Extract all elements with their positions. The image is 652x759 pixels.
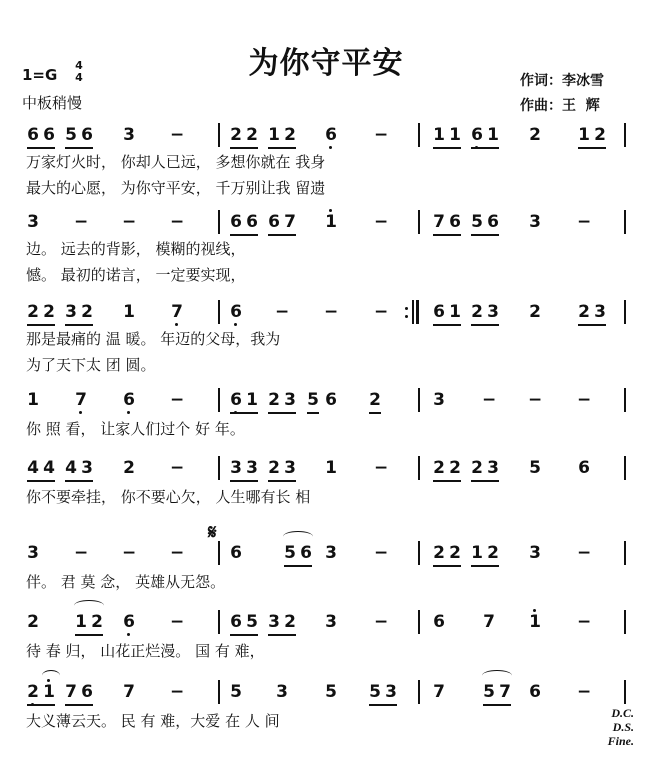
jianpu-note: 6 xyxy=(43,125,55,145)
jianpu-note: 4 xyxy=(27,458,39,478)
lyric-line: 边。 远去的背影， 模糊的视线， xyxy=(26,240,246,258)
eighth-beam xyxy=(471,324,499,326)
jianpu-note: 5 xyxy=(483,682,495,702)
octave-dot-below xyxy=(79,411,82,414)
dash-note: − xyxy=(374,458,389,478)
composer-credit: 作曲：王 辉 xyxy=(520,98,600,114)
lyric-line: 待 春 归， 山花正烂漫。 国 有 难， xyxy=(26,642,265,660)
dash-note: − xyxy=(170,682,185,702)
jianpu-note: 5 xyxy=(529,458,541,478)
jianpu-note: 1 xyxy=(449,125,461,145)
jianpu-note: 6 xyxy=(324,125,338,145)
eighth-beam xyxy=(307,412,319,414)
eighth-beam xyxy=(471,147,499,149)
bar-line xyxy=(624,456,626,480)
dash-note: − xyxy=(577,390,592,410)
jianpu-note: 1 xyxy=(449,302,461,322)
dash-note: − xyxy=(275,302,290,322)
dash-note: − xyxy=(122,543,137,563)
jianpu-note: 3 xyxy=(529,543,541,563)
jianpu-note: 3 xyxy=(123,125,135,145)
jianpu-note: 6 xyxy=(487,212,499,232)
jianpu-note: 2 xyxy=(578,302,590,322)
slur xyxy=(482,670,512,681)
jianpu-note: 6 xyxy=(81,125,93,145)
jianpu-note: 6 xyxy=(81,682,93,702)
jianpu-note: 6 xyxy=(433,302,445,322)
eighth-beam xyxy=(433,147,461,149)
jianpu-note: 2 xyxy=(27,612,39,632)
jianpu-note: 1 xyxy=(487,125,499,145)
eighth-beam xyxy=(433,324,461,326)
jianpu-note: 2 xyxy=(123,458,135,478)
jianpu-note: 7 xyxy=(433,212,445,232)
jianpu-note: 7 xyxy=(433,682,445,702)
eighth-beam xyxy=(230,412,258,414)
eighth-beam xyxy=(268,412,296,414)
bar-line xyxy=(218,680,220,704)
eighth-beam xyxy=(27,324,55,326)
dash-note: − xyxy=(374,543,389,563)
jianpu-note: 6 xyxy=(122,390,136,410)
lyric-line: 万家灯火时， 你却人已远， 多想你就在 我身 xyxy=(26,153,326,171)
segno-sign: 𝄋 xyxy=(208,520,217,544)
dash-note: − xyxy=(577,612,592,632)
repeat-bar xyxy=(412,300,414,324)
dash-note: − xyxy=(374,302,389,322)
lyric-line: 最大的心愿， 为你守平安， 千万别让我 留遗 xyxy=(26,179,326,197)
jianpu-note: 6 xyxy=(122,612,136,632)
jianpu-note: 6 xyxy=(578,458,590,478)
bar-line xyxy=(418,680,420,704)
octave-dot-below xyxy=(329,146,332,149)
jianpu-note: 2 xyxy=(529,302,541,322)
jianpu-note: 2 xyxy=(246,125,258,145)
dash-note: − xyxy=(170,458,185,478)
jianpu-note: 1 xyxy=(123,302,135,322)
jianpu-note: 1 xyxy=(471,543,483,563)
bar-line xyxy=(218,123,220,147)
jianpu-note: 1 xyxy=(27,390,39,410)
eighth-beam xyxy=(483,704,511,706)
time-signature xyxy=(72,60,86,84)
jianpu-note: 2 xyxy=(433,543,445,563)
jianpu-note: 2 xyxy=(471,302,483,322)
bar-line xyxy=(624,541,626,565)
repeat-dot xyxy=(405,315,408,318)
dash-note: − xyxy=(482,390,497,410)
octave-dot-above xyxy=(329,209,332,212)
jianpu-note: 3 xyxy=(246,458,258,478)
jianpu-note: 3 xyxy=(529,212,541,232)
jianpu-note: 2 xyxy=(81,302,93,322)
bar-line xyxy=(418,610,420,634)
jianpu-note: 1 xyxy=(75,612,87,632)
jianpu-note: 1 xyxy=(246,390,258,410)
jianpu-note: 2 xyxy=(27,302,39,322)
bar-line xyxy=(218,456,220,480)
eighth-beam xyxy=(268,147,296,149)
jianpu-note: 3 xyxy=(27,543,39,563)
repeat-dot xyxy=(405,307,408,310)
eighth-beam xyxy=(230,480,258,482)
jianpu-note: 3 xyxy=(230,458,242,478)
jianpu-note: 3 xyxy=(385,682,397,702)
jianpu-note: 6 xyxy=(529,682,541,702)
lyricist-credit: 作词：李冰雪 xyxy=(520,73,604,89)
jianpu-note: 5 xyxy=(369,682,381,702)
jianpu-note: 6 xyxy=(449,212,461,232)
bar-line xyxy=(218,210,220,234)
jianpu-note: 5 xyxy=(246,612,258,632)
octave-dot-below xyxy=(234,323,237,326)
jianpu-note: 2 xyxy=(369,390,381,410)
jianpu-note: 1 xyxy=(268,125,280,145)
ending-marks xyxy=(598,706,634,748)
jianpu-note: 7 xyxy=(499,682,511,702)
jianpu-note: 6 xyxy=(268,212,280,232)
octave-dot-below xyxy=(175,323,178,326)
jianpu-note: 1 xyxy=(433,125,445,145)
eighth-beam xyxy=(433,234,461,236)
eighth-beam xyxy=(75,634,103,636)
eighth-beam xyxy=(433,565,461,567)
eighth-beam xyxy=(284,565,312,567)
jianpu-note: 6 xyxy=(300,543,312,563)
jianpu-note: 1 xyxy=(528,612,542,632)
jianpu-note: 7 xyxy=(170,302,184,322)
jianpu-note: 2 xyxy=(268,390,280,410)
jianpu-note: 2 xyxy=(471,458,483,478)
dc-mark: D.C. xyxy=(611,706,634,720)
bar-line xyxy=(218,388,220,412)
jianpu-note: 6 xyxy=(27,125,39,145)
slur xyxy=(74,600,104,611)
jianpu-note: 1 xyxy=(324,212,338,232)
octave-dot-above xyxy=(533,609,536,612)
jianpu-note: 4 xyxy=(65,458,77,478)
jianpu-note: 2 xyxy=(433,458,445,478)
jianpu-note: 5 xyxy=(471,212,483,232)
jianpu-note: 2 xyxy=(529,125,541,145)
eighth-beam xyxy=(268,234,296,236)
jianpu-note: 3 xyxy=(284,458,296,478)
dash-note: − xyxy=(170,612,185,632)
jianpu-note: 6 xyxy=(230,212,242,232)
jianpu-note: 2 xyxy=(230,125,242,145)
dash-note: − xyxy=(577,682,592,702)
eighth-beam xyxy=(369,412,381,414)
bar-line xyxy=(624,210,626,234)
slur xyxy=(283,531,313,542)
bar-line xyxy=(218,541,220,565)
jianpu-note: 3 xyxy=(433,390,445,410)
dash-note: − xyxy=(122,212,137,232)
dash-note: − xyxy=(170,390,185,410)
bar-line xyxy=(624,388,626,412)
jianpu-note: 2 xyxy=(284,612,296,632)
jianpu-note: 5 xyxy=(307,390,319,410)
tempo-marking: 中板稍慢 xyxy=(22,94,83,112)
jianpu-note: 6 xyxy=(229,302,243,322)
eighth-beam xyxy=(471,234,499,236)
jianpu-note: 3 xyxy=(65,302,77,322)
bar-line xyxy=(218,610,220,634)
dash-note: − xyxy=(170,125,185,145)
eighth-beam xyxy=(578,147,606,149)
dash-note: − xyxy=(74,212,89,232)
jianpu-note: 6 xyxy=(230,543,242,563)
lyric-line: 伴。 君 莫 念， 英雄从无怨。 xyxy=(26,573,226,591)
eighth-beam xyxy=(27,480,55,482)
dash-note: − xyxy=(374,212,389,232)
bar-line xyxy=(624,610,626,634)
key-signature: 1=G xyxy=(22,66,58,84)
dash-note: − xyxy=(577,212,592,232)
lyric-line: 你不要牵挂， 你不要心欠， 人生哪有长 相 xyxy=(26,488,311,506)
lyric-line: 那是最痛的 温 暖。 年迈的父母，我为 xyxy=(26,330,281,348)
jianpu-note: 2 xyxy=(449,458,461,478)
eighth-beam xyxy=(27,147,55,149)
eighth-beam xyxy=(471,480,499,482)
jianpu-note: 7 xyxy=(74,390,88,410)
jianpu-note: 3 xyxy=(487,302,499,322)
eighth-beam xyxy=(27,704,55,706)
eighth-beam xyxy=(578,324,606,326)
dash-note: − xyxy=(74,543,89,563)
eighth-beam xyxy=(65,480,93,482)
jianpu-note: 2 xyxy=(91,612,103,632)
bar-line xyxy=(218,300,220,324)
dash-note: − xyxy=(577,543,592,563)
eighth-beam xyxy=(65,704,93,706)
jianpu-note: 3 xyxy=(81,458,93,478)
bar-line xyxy=(418,456,420,480)
jianpu-note: 4 xyxy=(43,458,55,478)
jianpu-note: 2 xyxy=(43,302,55,322)
bar-line xyxy=(418,123,420,147)
lyric-line: 你 照 看， 让家人们过个 好 年。 xyxy=(26,420,245,438)
time-signature-bottom: 4 xyxy=(75,71,83,84)
jianpu-note: 3 xyxy=(27,212,39,232)
bar-line xyxy=(624,123,626,147)
jianpu-note: 3 xyxy=(268,612,280,632)
eighth-beam xyxy=(369,704,397,706)
jianpu-note: 2 xyxy=(594,125,606,145)
time-signature-top: 4 xyxy=(75,59,83,72)
bar-line xyxy=(624,680,626,704)
jianpu-note: 3 xyxy=(325,543,337,563)
eighth-beam xyxy=(268,480,296,482)
jianpu-note: 3 xyxy=(487,458,499,478)
eighth-beam xyxy=(230,147,258,149)
jianpu-note: 3 xyxy=(284,390,296,410)
song-title: 为你守平安 xyxy=(248,46,404,81)
dash-note: − xyxy=(374,612,389,632)
jianpu-note: 5 xyxy=(230,682,242,702)
dash-note: − xyxy=(170,543,185,563)
jianpu-note: 2 xyxy=(26,682,40,702)
jianpu-note: 6 xyxy=(325,390,337,410)
eighth-beam xyxy=(65,324,93,326)
jianpu-note: 2 xyxy=(487,543,499,563)
jianpu-note: 3 xyxy=(276,682,288,702)
jianpu-note: 2 xyxy=(284,125,296,145)
jianpu-note: 1 xyxy=(42,682,56,702)
bar-line xyxy=(418,388,420,412)
eighth-beam xyxy=(65,147,93,149)
ds-mark: D.S. xyxy=(612,720,634,734)
bar-line xyxy=(624,300,626,324)
bar-line xyxy=(418,210,420,234)
eighth-beam xyxy=(230,634,258,636)
octave-dot-below xyxy=(127,633,130,636)
repeat-bar xyxy=(416,300,419,324)
eighth-beam xyxy=(433,480,461,482)
jianpu-note: 1 xyxy=(325,458,337,478)
jianpu-note: 6 xyxy=(230,612,242,632)
lyric-line: 憾。 最初的诺言， 一定要实现， xyxy=(26,266,246,284)
jianpu-note: 5 xyxy=(325,682,337,702)
octave-dot-below xyxy=(127,411,130,414)
jianpu-note: 6 xyxy=(433,612,445,632)
jianpu-note: 5 xyxy=(65,125,77,145)
jianpu-note: 2 xyxy=(268,458,280,478)
dash-note: − xyxy=(324,302,339,322)
jianpu-note: 5 xyxy=(284,543,296,563)
eighth-beam xyxy=(230,234,258,236)
jianpu-note: 3 xyxy=(325,612,337,632)
jianpu-note: 7 xyxy=(284,212,296,232)
dash-note: − xyxy=(374,125,389,145)
jianpu-note: 7 xyxy=(65,682,77,702)
jianpu-note: 6 xyxy=(470,125,484,145)
dash-note: − xyxy=(528,390,543,410)
jianpu-note: 6 xyxy=(229,390,243,410)
eighth-beam xyxy=(471,565,499,567)
jianpu-note: 6 xyxy=(246,212,258,232)
slur xyxy=(42,670,60,681)
jianpu-note: 2 xyxy=(449,543,461,563)
bar-line xyxy=(418,541,420,565)
jianpu-note: 3 xyxy=(594,302,606,322)
jianpu-note: 7 xyxy=(123,682,135,702)
dash-note: − xyxy=(170,212,185,232)
jianpu-note: 7 xyxy=(483,612,495,632)
lyric-line: 大义薄云天。 民 有 难，大爱 在 人 间 xyxy=(26,712,280,730)
eighth-beam xyxy=(268,634,296,636)
jianpu-note: 1 xyxy=(578,125,590,145)
lyric-line: 为了天下太 团 圆。 xyxy=(26,356,156,374)
fine-mark: Fine. xyxy=(607,734,634,748)
